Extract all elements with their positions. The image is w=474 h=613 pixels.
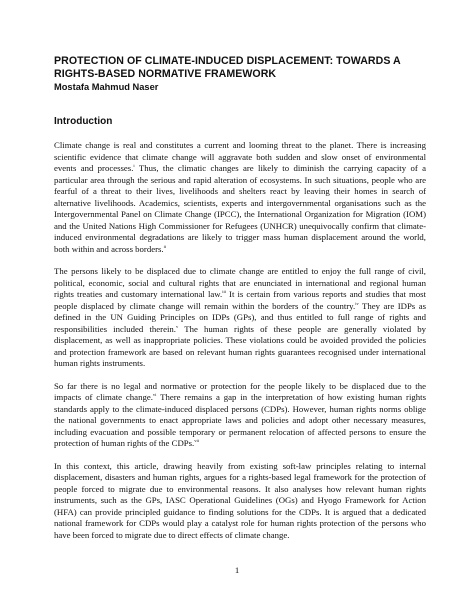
body-paragraph <box>54 140 426 255</box>
footnote-marker[interactable]: vii <box>194 438 199 443</box>
paragraph-text: The human rights of these people are generally violated by displacement, as well as inappropriate policies. These violations could be avoided provided the policies and protection framework are based on relevant human rights guarantees recognised under international human rights instruments. <box>54 323 427 368</box>
page-number: 1 <box>234 565 240 575</box>
footnote-marker[interactable]: vi <box>152 392 157 397</box>
footnote-marker[interactable]: iii <box>222 289 226 294</box>
section-heading: Introduction <box>54 116 113 127</box>
footnote-marker[interactable]: ii <box>163 243 167 249</box>
author-name: Mostafa Mahmud Naser <box>54 82 159 92</box>
paragraph-text: There remains a gap in the interpretation of how existing human rights standards apply to the climate-induced displaced persons (CDPs). However, human rights norms oblige the national governments to enact appropriate laws and policies and adopt other necessary measures, including evacuation and possible temporary or permanent relocation of affected persons to ensure the protection of human rights of the CDPs. <box>54 392 426 448</box>
body-paragraph <box>54 266 426 370</box>
body-paragraph <box>54 381 426 450</box>
body-paragraph <box>54 461 426 542</box>
paragraph-text: So far there is no legal and normative or protection for the people likely to be displaced due to the impacts of climate change. <box>54 380 426 402</box>
paragraph-text: The persons likely to be displaced due to climate change are entitled to enjoy the full range of civil, political, economic, social and cultural rights that are enunciated in international and regional human rights treaties and customary international law. <box>54 266 426 299</box>
paragraph-text: They are IDPs as defined in the UN Guiding Principles on IDPs (GPs), and thus entitled to full range of rights and responsibilities included therein. <box>54 300 427 334</box>
paragraph-text: Climate change is real and constitutes a current and looming threat to the planet. There is increasing scientific evidence that climate change will aggravate both sudden and slow onset of environmental events and processes. <box>54 140 426 173</box>
footnote-marker[interactable]: i <box>133 163 135 168</box>
paragraph-text: Thus, the climatic changes are likely to diminish the carrying capacity of a particular area through the serious and rapid alteration of ecosystems. In such situations, people who are fearful of a threat to their lives, livelihoods and shelters react by leaving their homes in search of alternative livelihoods. Academics, scientists, experts and intergovernmental organisations such as the Intergovernmental Panel on Climate Change (IPCC), the International Organization for Migration (IOM) and the United Nations High Commissioner for Refugees (UNHCR) unequivocally confirm that climate-induced environmental degradations are likely to trigger mass human displacement around the world, both within and across borders. <box>54 163 426 254</box>
paragraph-text: It is certain from various reports and studies that most people displaced by climate change will remain within the borders of the country. <box>54 289 426 311</box>
paragraph-text: In this context, this article, drawing heavily from existing soft-law principles relating to internal displacement, disasters and human rights, argues for a rights-based legal framework for the protection of people forced to migrate due to environmental reasons. It also analyses how relevant human rights instruments, such as the GPs, IASC Operational Guidelines (OGs) and Hyogo Framework for Action (HFA) can provide principled guidance to finding solutions for the CDPs. It is argued that a dedicated national framework for CDPs would play a catalyst role for human rights protection of the persons who have been forced to migrate due to direct effects of climate change. <box>54 460 426 540</box>
body-text <box>54 140 426 541</box>
footnote-marker[interactable]: v <box>175 323 179 329</box>
footnote-marker[interactable]: iv <box>355 300 359 306</box>
document-page <box>54 55 426 552</box>
document-title: PROTECTION OF CLIMATE-INDUCED DISPLACEMENT: TOWARDS A RIGHTS-BASED NORMATIVE FRAMEWORK <box>54 55 401 80</box>
